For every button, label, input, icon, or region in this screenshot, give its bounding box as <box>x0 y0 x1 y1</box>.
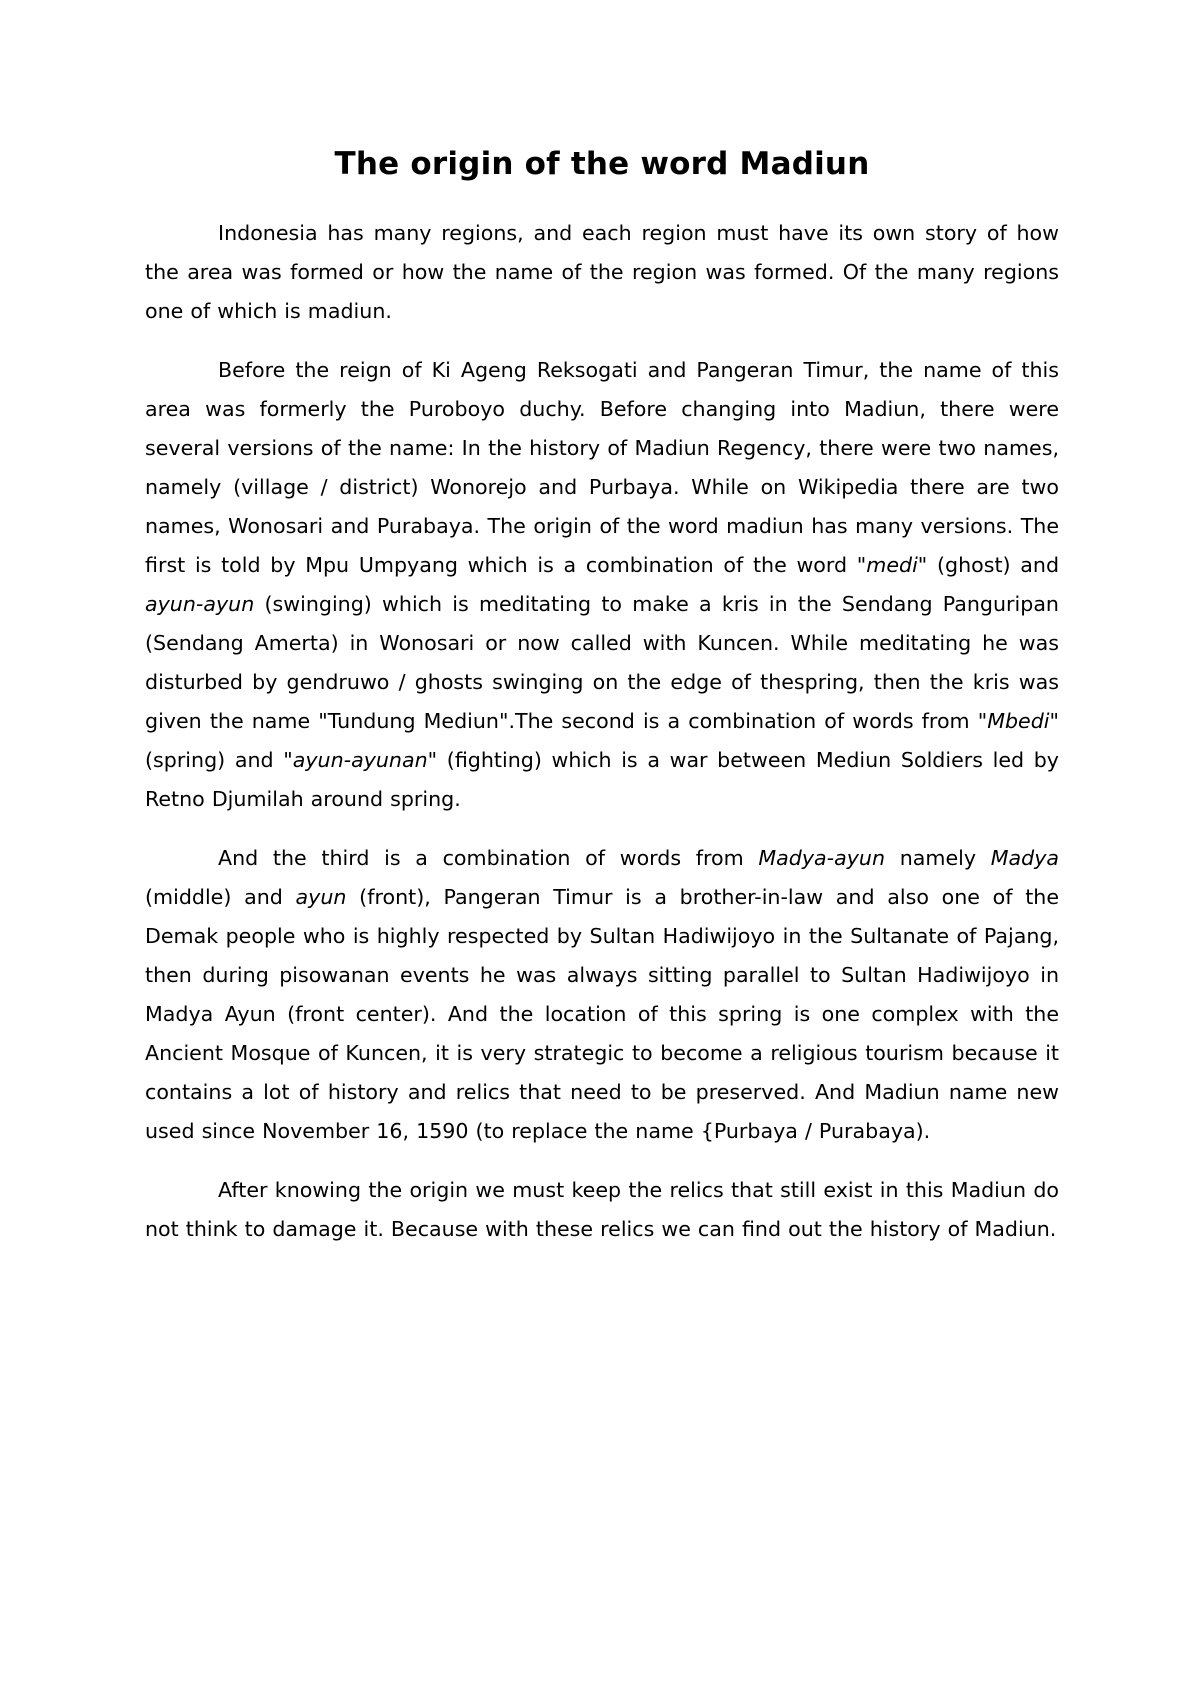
italic-term: Madya-ayun <box>758 846 886 870</box>
italic-term: ayun-ayunan <box>292 748 428 772</box>
text-run: Indonesia has many regions, and each region must have its own story of how the area was formed or how the name of the region was formed. Of the many regions one of which is madiun. <box>145 221 1059 323</box>
italic-term: Mbedi <box>987 709 1050 733</box>
text-run: (middle) and <box>145 885 296 909</box>
italic-term: ayun-ayun <box>145 592 255 616</box>
text-run: " (ghost) and <box>917 553 1060 577</box>
text-run: " (fighting) which is a war between Mediun Soldiers led by Retno Djumilah around spring. <box>145 748 1059 811</box>
text-run: (swinging) which is meditating to make a kris in the Sendang Panguripan (Sendang Amerta) in Wonosari or now called with Kuncen. While meditating he was disturbed by gendruwo / ghosts swinging on the edge of thespring, then the kris was given the name "Tundung Mediun".The second is a combination of words from " <box>145 592 1059 733</box>
text-run: " (spring) and " <box>145 709 1059 772</box>
italic-term: ayun <box>295 885 347 909</box>
document-body <box>145 214 1059 1269</box>
document-title: The origin of the word Madiun <box>334 146 870 182</box>
text-run: And the third is a combination of words from <box>218 846 759 870</box>
text-run: Before the reign of Ki Ageng Reksogati and Pangeran Timur, the name of this area was formerly the Puroboyo duchy. Before changing into Madiun, there were several versions of the name: In the history of Madiun Regency, there were two names, namely (village / district) Wonorejo and Purbaya. While on Wikipedia there are two names, Wonosari and Purabaya. The origin of the word madiun has many versions. The first is told by Mpu Umpyang which is a combination of the word " <box>145 358 1059 577</box>
paragraph-3 <box>145 839 1059 1151</box>
italic-term: medi <box>866 553 918 577</box>
paragraph-4 <box>145 1171 1059 1249</box>
italic-term: Madya <box>990 846 1060 870</box>
paragraph-2 <box>145 351 1059 819</box>
text-run: After knowing the origin we must keep the relics that still exist in this Madiun do not think to damage it. Because with these relics we can find out the history of Madiun. <box>145 1178 1059 1241</box>
text-run: namely <box>885 846 991 870</box>
paragraph-1 <box>145 214 1059 331</box>
text-run: (front), Pangeran Timur is a brother-in-law and also one of the Demak people who is highly respected by Sultan Hadiwijoyo in the Sultanate of Pajang, then during pisowanan events he was always sitting parallel to Sultan Hadiwijoyo in Madya Ayun (front center). And the location of this spring is one complex with the Ancient Mosque of Kuncen, it is very strategic to become a religious tourism because it contains a lot of history and relics that need to be preserved. And Madiun name new used since November 16, 1590 (to replace the name {Purbaya / Purabaya). <box>145 885 1059 1143</box>
